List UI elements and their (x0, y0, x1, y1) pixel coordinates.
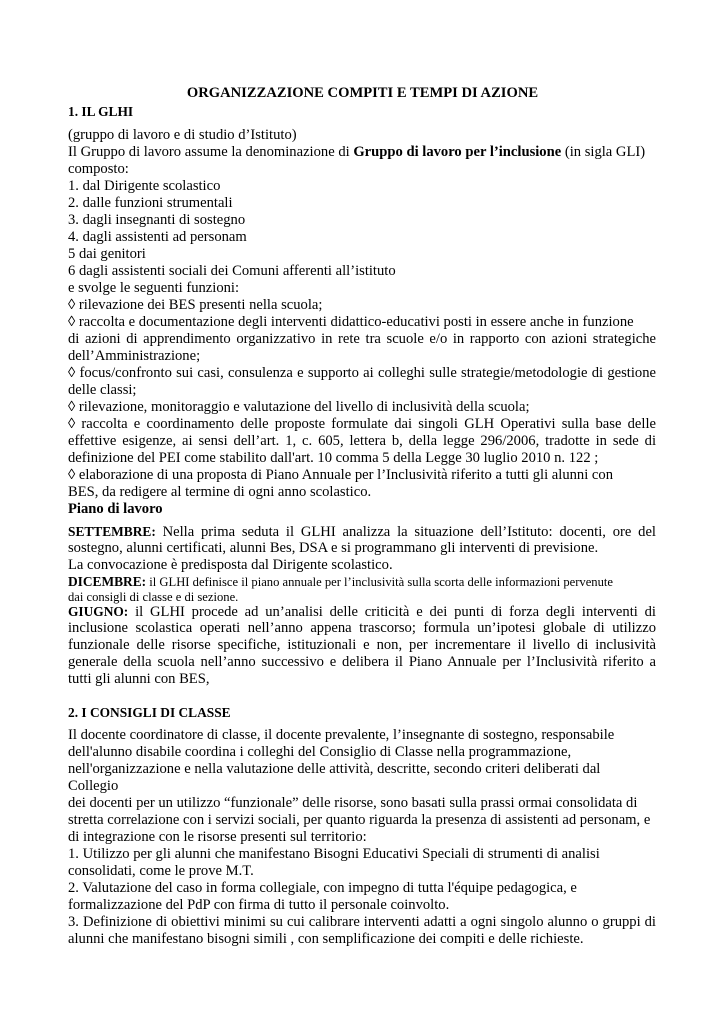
function-item: ◊ rilevazione dei BES presenti nella scuola; (68, 297, 323, 313)
consigli-line: nell'organizzazione e nella valutazione delle attività, descritte, secondo criteri deliberati dal (68, 761, 601, 777)
section-2-heading: 2. I CONSIGLI DI CLASSE (68, 705, 231, 720)
function-item: di azioni di apprendimento organizzativo in rete tra scuole e/o in rapporto con azioni strategiche (68, 331, 656, 347)
consigli-line: alunni che manifestano bisogni simili , con semplificazione dei compiti e delle richieste. (68, 931, 584, 947)
member-item: 5 dai genitori (68, 246, 146, 262)
giugno-line: generale della scuola nell’anno successivo e delibera il Piano Annuale per l’Inclusività riferito a (68, 654, 656, 670)
member-item: 6 dagli assistenti sociali dei Comuni afferenti all’istituto (68, 263, 396, 279)
consigli-line: dell'alunno disabile coordina i colleghi del Consiglio di Classe nella programmazione, (68, 744, 572, 760)
consigli-line: 3. Definizione di obiettivi minimi su cui calibrare interventi adatti a ogni singolo alunno o gruppi di (68, 914, 656, 930)
member-item: 3. dagli insegnanti di sostegno (68, 212, 246, 228)
dicembre-line: DICEMBRE: il GLHI definisce il piano annuale per l’inclusività sulla scorta delle informazioni pervenute (68, 574, 613, 589)
glhi-composition-label: composto: (68, 161, 129, 177)
consigli-line: Collegio (68, 778, 119, 794)
consigli-line: 2. Valutazione del caso in forma collegiale, con impegno di tutta l'équipe pedagogica, e (68, 880, 577, 896)
giugno-line: GIUGNO: il GLHI procede ad un’analisi delle criticità e dei punti di forza degli interventi di (68, 604, 656, 620)
glhi-subtitle: (gruppo di lavoro e di studio d’Istituto) (68, 127, 297, 143)
consigli-line: consolidati, come le prove M.T. (68, 863, 254, 879)
giugno-line: inclusione scolastica operati nell’anno appena trascorso; formula un’ipotesi globale di utilizzo (68, 620, 656, 636)
giugno-line: tutti gli alunni con BES, (68, 671, 210, 687)
consigli-line: 1. Utilizzo per gli alunni che manifestano Bisogni Educativi Speciali di strumenti di analisi (68, 846, 600, 862)
consigli-line: Il docente coordinatore di classe, il docente prevalente, l’insegnante di sostegno, responsabile (68, 727, 615, 743)
piano-heading: Piano di lavoro (68, 501, 163, 517)
glhi-denomination: Il Gruppo di lavoro assume la denominazione di Gruppo di lavoro per l’inclusione (in sigla GLI) (68, 144, 646, 160)
consigli-line: di integrazione con le risorse presenti sul territorio: (68, 829, 367, 845)
function-item: ◊ rilevazione, monitoraggio e valutazione del livello di inclusività della scuola; (68, 399, 530, 415)
dicembre-line: dai consigli di classe e di sezione. (68, 590, 239, 604)
section-1-heading: 1. IL GLHI (68, 104, 134, 119)
function-item: ◊ elaborazione di una proposta di Piano Annuale per l’Inclusività riferito a tutti gli alunni con (68, 467, 614, 483)
member-item: 4. dagli assistenti ad personam (68, 229, 247, 245)
functions-intro: e svolge le seguenti funzioni: (68, 280, 240, 296)
function-item: ◊ focus/confronto sui casi, consulenza e supporto ai colleghi sulle strategie/metodologie di gestione (68, 365, 656, 381)
member-item: 1. dal Dirigente scolastico (68, 178, 221, 194)
function-item: definizione del PEI come stabilito dall'art. 10 comma 5 della Legge 30 luglio 2010 n. 122 ; (68, 450, 599, 466)
document-title: ORGANIZZAZIONE COMPITI E TEMPI DI AZIONE (186, 85, 539, 101)
consigli-line: formalizzazione del PdP con firma di tutto il personale coinvolto. (68, 897, 450, 913)
settembre-line: La convocazione è predisposta dal Dirigente scolastico. (68, 557, 393, 573)
consigli-line: dei docenti per un utilizzo “funzionale” delle risorse, sono basati sulla prassi ormai consolidata di (68, 795, 638, 811)
function-item: ◊ raccolta e coordinamento delle proposte formulate dai singoli GLH Operativi sulla base delle (68, 416, 656, 432)
consigli-line: stretta correlazione con i servizi sociali, per quanto riguarda la presenza di assistenti ad personam, e (68, 812, 651, 828)
settembre-line: sostegno, alunni certificati, alunni Bes, DSA e si programmano gli interventi di previsione. (68, 540, 599, 556)
function-item: BES, da redigere al termine di ogni anno scolastico. (68, 484, 372, 500)
giugno-line: funzionale delle risorse specifiche, istituzionali e non, per incrementare il livello di inclusività (68, 637, 656, 653)
function-item: ◊ raccolta e documentazione degli interventi didattico-educativi posti in essere anche in funzione (68, 314, 634, 330)
function-item: effettive esigenze, ai sensi dell’art. 1, c. 605, lettera b, della legge 296/2006, tradotte in sede di (68, 433, 656, 449)
settembre-line: SETTEMBRE: Nella prima seduta il GLHI analizza la situazione dell’Istituto: docenti, ore del (68, 524, 656, 540)
function-item: delle classi; (68, 382, 137, 398)
member-item: 2. dalle funzioni strumentali (68, 195, 233, 211)
function-item: dell’Amministrazione; (68, 348, 201, 364)
